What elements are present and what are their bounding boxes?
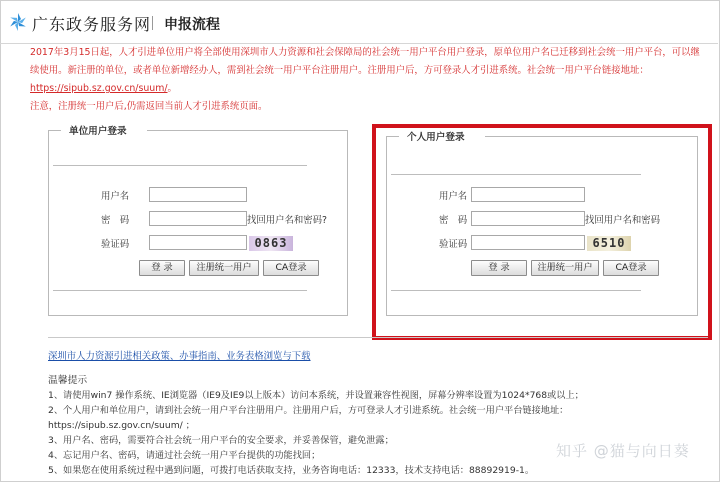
unit-ca-login-button[interactable]: CA登录 (263, 260, 319, 276)
page-title: 申报流程 (164, 17, 220, 33)
personal-forgot-link[interactable]: 找回用户名和密码 (585, 215, 661, 226)
personal-password-label: 密 码 (439, 215, 468, 226)
unit-forgot-link[interactable]: 找回用户名和密码? (247, 215, 327, 226)
unit-login-button[interactable]: 登 录 (139, 260, 185, 276)
personal-username-label: 用户名 (439, 191, 468, 202)
unit-register-button[interactable]: 注册统一用户 (189, 260, 259, 276)
tip-item: 2、个人用户和单位用户，请到社会统一用户平台注册用户。注册用户后，方可登录人才引进系统。社会统一用户平台链接地址： (48, 405, 569, 416)
panel-divider-bottom (53, 290, 307, 291)
watermark: 知乎 @猫与向日葵 (556, 442, 690, 460)
site-header (0, 0, 718, 44)
notice-link-suffix: 。 (167, 83, 177, 94)
unit-password-label: 密 码 (101, 215, 130, 226)
notice-line-2: 续使用。新注册的单位，或者单位新增经办人，需到社会统一用户平台注册用户。注册用户后，方可登录人才引进系统。社会统一用户平台链接地址： (30, 65, 649, 76)
unit-captcha-input[interactable] (149, 235, 247, 250)
unit-login-panel (48, 126, 348, 316)
unit-password-input[interactable] (149, 211, 247, 226)
personal-captcha-image[interactable]: 6510 (587, 236, 631, 251)
panel-border (147, 130, 347, 131)
notice-text (30, 44, 716, 116)
tips-title: 温馨提示 (48, 375, 88, 386)
policy-guide-link[interactable]: 深圳市人力资源引进相关政策、办事指南、业务表格浏览与下载 (48, 351, 311, 362)
unit-login-title: 单位用户登录 (65, 123, 131, 137)
personal-ca-login-button[interactable]: CA登录 (603, 260, 659, 276)
site-name[interactable]: 广东政务服务网 (32, 15, 152, 34)
personal-login-title: 个人用户登录 (403, 129, 469, 143)
personal-register-button[interactable]: 注册统一用户 (531, 260, 599, 276)
personal-captcha-label: 验证码 (439, 239, 468, 250)
personal-login-button[interactable]: 登 录 (471, 260, 527, 276)
highlight-box (372, 124, 712, 340)
section-divider (48, 337, 708, 338)
panel-divider-top (53, 165, 307, 166)
unit-username-label: 用户名 (101, 191, 130, 202)
unit-captcha-label: 验证码 (101, 239, 130, 250)
panel-border (49, 130, 61, 131)
notice-line-4: 注意，注册统一用户后,仍需返回当前人才引进系统页面。 (30, 101, 268, 112)
site-logo-icon[interactable] (8, 12, 28, 32)
notice-link[interactable]: https://sipub.sz.gov.cn/suum/ (30, 83, 168, 94)
tip-item[interactable]: https://sipub.sz.gov.cn/suum/ ； (48, 420, 195, 431)
tips-list (48, 388, 648, 478)
tip-item: 4、忘记用户名、密码，请通过社会统一用户平台提供的功能找回； (48, 450, 321, 461)
tip-item: 1、请使用win7 操作系统、IE浏览器（IE9及IE9以上版本）访问本系统，并设置兼容性视图，屏幕分辨率设置为1024*768或以上； (48, 390, 584, 401)
tip-item: 3、用户名、密码，需要符合社会统一用户平台的安全要求，并妥善保管，避免泄露； (48, 435, 394, 446)
unit-username-input[interactable] (149, 187, 247, 202)
tip-item: 5、如果您在使用系统过程中遇到问题，可拨打电话获取支持，业务咨询电话：12333，技术支持电话：88892919-1。 (48, 465, 535, 476)
header-separator (152, 16, 153, 30)
unit-captcha-image[interactable]: 0863 (249, 236, 293, 251)
notice-line-1: 2017年3月15日起，人才引进单位用户将全部使用深圳市人力资源和社会保障局的社会统一用户平台用户登录，原单位用户名已迁移到社会统一用户平台，可以继 (30, 47, 700, 58)
